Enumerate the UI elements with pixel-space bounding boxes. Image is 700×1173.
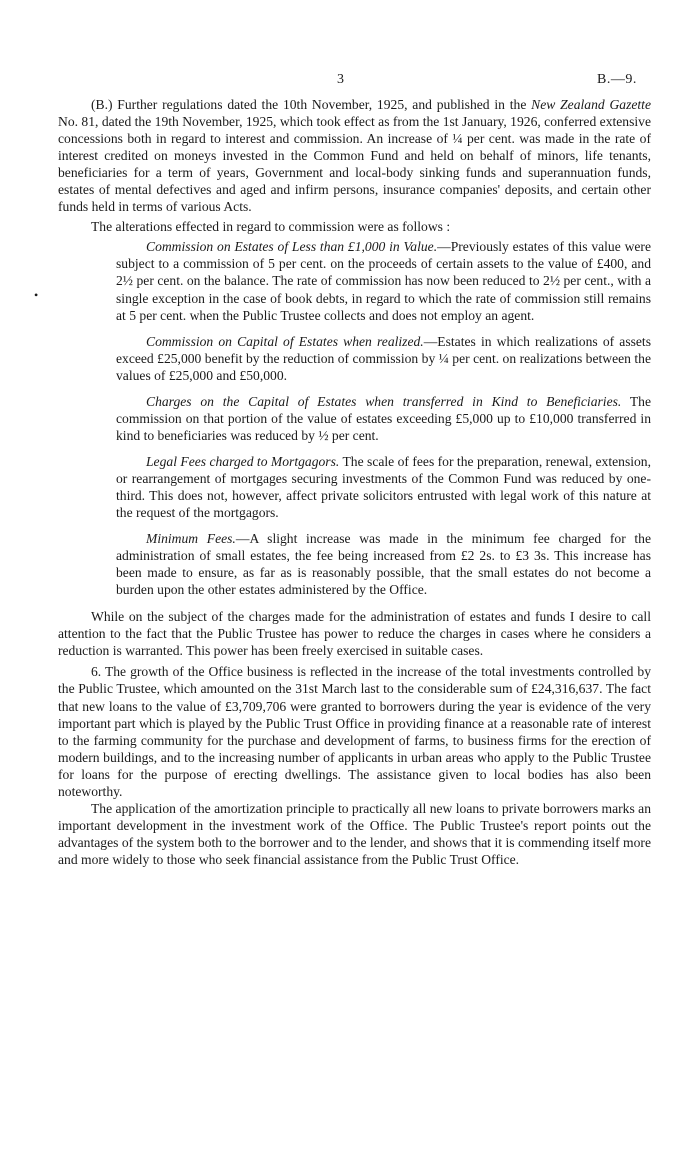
- subsection-separator: [621, 394, 630, 409]
- gazette-title: New Zealand Gazette: [531, 97, 651, 112]
- subsection-minimum-fees: [116, 530, 651, 598]
- subsection-separator: —: [437, 239, 451, 255]
- subsection-estates-under-1000: [116, 238, 651, 323]
- subsection-heading: Charges on the Capital of Estates when transferred in Kind to Beneficiaries.: [146, 393, 622, 409]
- subsection-legal-fees: [116, 453, 651, 521]
- subsection-heading: Commission on Capital of Estates when realized.: [146, 333, 424, 349]
- paragraph-charges-power: While on the subject of the charges made for the administration of estates and funds I desire to call attention to the fact that the Public Trustee has power to reduce the charges in cases where he considers a reduction is warranted. This power has been freely exercised in suitable cases.: [58, 609, 651, 659]
- subsection-text: The commission on that portion of the value of estates exceeding £5,000 up to £10,000 transferred in kind to beneficiaries was reduced by ½ per cent.: [116, 393, 652, 443]
- page-number: 3: [337, 72, 344, 87]
- subsection-heading: Minimum Fees.: [146, 531, 236, 547]
- subsection-text: A slight increase was made in the minimum fee charged for the administration of small estates, the fee being increased from £2 2s. to £3 3s. This increase has been made to ensure, as far as is reasonably possible, that the small estates do not become a burden upon the other estates administered by the Office.: [116, 531, 651, 598]
- subsection-separator: —: [423, 333, 438, 349]
- document-body: [58, 96, 651, 868]
- subsection-text: Estates in which realizations of assets exceed £25,000 benefit by the reduction of commission by ¼ per cent. on realizations between the values of £25,000 and £50,000.: [116, 333, 652, 383]
- paragraph-regulations: [58, 96, 651, 215]
- paragraph-office-growth: 6. The growth of the Office business is reflected in the increase of the total investments controlled by the Public Trustee, which amounted on the 31st March last to the considerable sum of £24,316,637. The fact that new loans to the value of £3,709,706 were granted to borrowers during the year is evidence of the very important part which is played by the Public Trust Office in providing finance at a reasonable rate of interest to the farming community for the purchase and development of farms, to business firms for the erection of modern buildings, and to the increasing number of applicants in urban areas who apply to the Public Trustee for loans for the purpose of erecting dwellings. The assistance given to local bodies has also been noteworthy.: [58, 664, 651, 799]
- paragraph-amortization: The application of the amortization principle to practically all new loans to private borrowers marks an important development in the investment work of the Office. The Public Trustee's report points out the advantages of the system both to the borrower and to the lender, and shows that it is commending itself more and more widely to those who seek financial assistance from the Public Trust Office.: [58, 800, 651, 867]
- subsection-heading: Legal Fees charged to Mortgagors.: [146, 453, 340, 469]
- subsection-transferred-in-kind: [116, 393, 651, 444]
- subsection-heading: Commission on Estates of Less than £1,000 in Value.: [146, 239, 438, 255]
- subsection-separator: —: [235, 531, 250, 547]
- subsection-text: Previously estates of this value were subject to a commission of 5 per cent. on the proceeds of certain assets to the value of £400, and 2½ per cent. on the balance. The rate of commission has now been reduced to 2½ per cent., with a single exception in the case of book debts, in regard to which the rate of commission still remains at 5 per cent. when the Public Trustee collects and does not employ an agent.: [116, 239, 651, 323]
- margin-bullet-mark: •: [34, 288, 39, 302]
- subsection-capital-realized: [116, 333, 651, 384]
- paragraph-regulations-lead: (B.) Further regulations dated the 10th November, 1925, and published in the: [91, 97, 532, 112]
- subsection-text: The scale of fees for the preparation, renewal, extension, or rearrangement of mortgages securing investments of the Common Fund was reduced by one-third. This does not, however, affect private solicitors entrusted with legal work of this nature at the request of the mortgagors.: [116, 453, 652, 521]
- alterations-intro: The alterations effected in regard to commission were as follows :: [91, 219, 451, 235]
- paragraph-regulations-rest: No. 81, dated the 19th November, 1925, which took effect as from the 1st January, 1926, conferred extensive concessions both in regard to interest and commission. An increase of ¼ per cent. was made in the rate of interest credited on moneys invested in the Common Fund and held on behalf of minors, life tenants, beneficiaries for a term of years, Government and local-body sinking funds and superannuation funds, estates of mental defectives and aged and infirm persons, insurance companies' deposits, and certain other funds held in terms of various Acts.: [58, 114, 651, 215]
- report-reference: B.—9.: [597, 72, 637, 87]
